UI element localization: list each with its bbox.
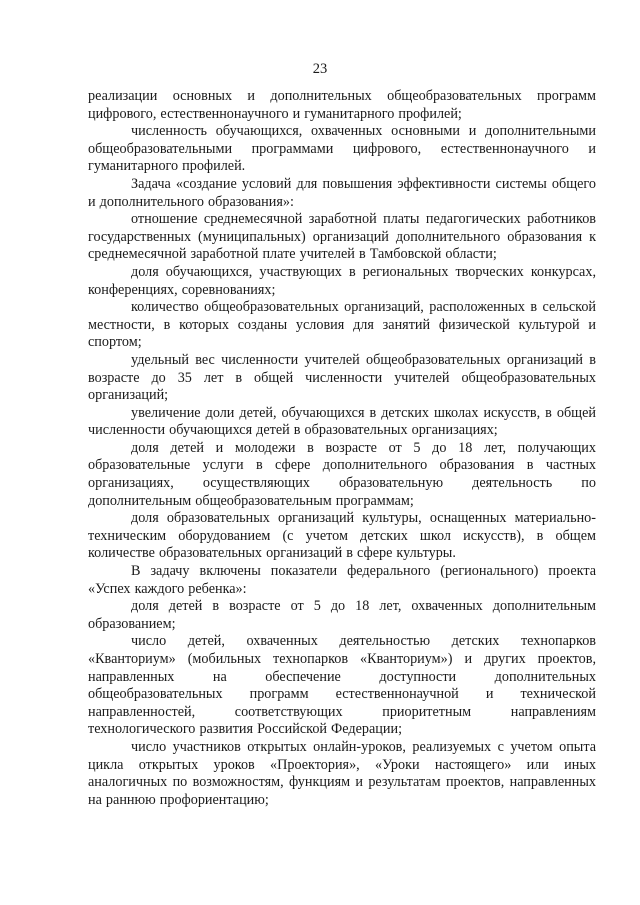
paragraph: число детей, охваченных деятельностью детских технопарков «Кванториум» (мобильных технопарков «Кванториум») и других проектов, направленных на обеспечение доступности дополнительных общеобразовательных программ естественнонаучной и технической направленностей, соответствующих приоритетным направлениям технологического развития Российской Федерации; bbox=[88, 633, 596, 738]
paragraph: В задачу включены показатели федерального (регионального) проекта «Успех каждого ребенка»: bbox=[88, 563, 596, 597]
paragraph: число участников открытых онлайн-уроков, реализуемых с учетом опыта цикла открытых уроков «Проектория», «Уроки настоящего» или иных аналогичных по возможностям, функциям и результатам проектов, направленных на раннюю профориентацию; bbox=[88, 738, 596, 808]
paragraph: увеличение доли детей, обучающихся в детских школах искусств, в общей численности обучающихся детей в образовательных организациях; bbox=[88, 404, 596, 439]
paragraph: количество общеобразовательных организаций, расположенных в сельской местности, в которых созданы условия для занятий физической культурой и спортом; bbox=[88, 299, 596, 351]
paragraph: удельный вес численности учителей общеобразовательных организаций в возрасте до 35 лет в общей численности учителей общеобразовательных организаций; bbox=[88, 351, 596, 404]
page-number: 23 bbox=[312, 61, 328, 77]
paragraph: численность обучающихся, охваченных основными и дополнительными общеобразовательными программами цифрового, естественнонаучного и гуманитарного профилей. bbox=[88, 123, 596, 175]
paragraph: Задача «создание условий для повышения эффективности системы общего и дополнительного образования»: bbox=[88, 175, 596, 210]
paragraph: доля детей и молодежи в возрасте от 5 до 18 лет, получающих образовательные услуги в сфере дополнительного образования в частных организациях, осуществляющих образовательную деятельность по дополнительным общеобразовательным программам; bbox=[88, 439, 596, 509]
paragraph: отношение среднемесячной заработной платы педагогических работников государственных (муниципальных) организаций дополнительного образования к среднемесячной заработной плате учителей в Тамбовской области; bbox=[88, 211, 596, 263]
paragraph: реализации основных и дополнительных общеобразовательных программ цифрового, естественнонаучного и гуманитарного профилей; bbox=[88, 88, 596, 122]
paragraph: доля детей в возрасте от 5 до 18 лет, охваченных дополнительным образованием; bbox=[88, 598, 596, 632]
paragraph: доля обучающихся, участвующих в региональных творческих конкурсах, конференциях, соревнованиях; bbox=[88, 263, 596, 298]
paragraph: доля образовательных организаций культуры, оснащенных материально-техническим оборудованием (с учетом детских школ искусств), в общем количестве образовательных организаций в сфере культуры. bbox=[88, 510, 596, 562]
document-body bbox=[88, 88, 596, 809]
